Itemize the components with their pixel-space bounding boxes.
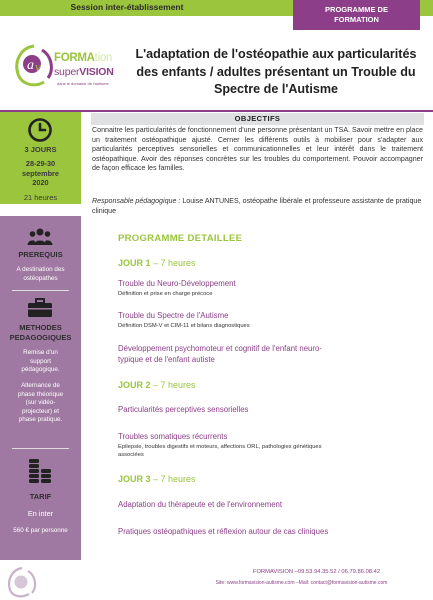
programme-heading: PROGRAMME DETAILLEE xyxy=(118,233,243,244)
briefcase-icon xyxy=(27,298,53,318)
dates-line-1: 28-29-30 xyxy=(25,159,56,168)
methods-text-1 xyxy=(4,349,77,375)
methods-heading-line-2: PEDAGOGIQUES xyxy=(9,332,72,342)
tarif-heading: TARIF xyxy=(29,492,52,501)
methods-heading xyxy=(0,323,81,342)
day-3-module-2: Pratiques ostéopathiques et réflexion autour de cas cliniques xyxy=(118,527,329,536)
logo-word-vision: VISION xyxy=(79,66,114,78)
footer-contact-phone: FORMAVISION –09.53.94.35.52 / 06.79.86.08.42 xyxy=(252,569,381,575)
duration-hours: 21 heures xyxy=(23,193,58,202)
title-line-1: L'adaptation de l'ostéopathie aux particularités xyxy=(135,47,417,61)
duration-days: 3 JOURS xyxy=(24,145,57,154)
footer-contact-web: Site: www.formavision-autisme.com –Mail: contact@formavision-autisme.com xyxy=(215,580,388,586)
logo-word-formation xyxy=(54,52,112,64)
coins-icon xyxy=(27,456,53,484)
prereq-heading: PREREQUIS xyxy=(18,250,63,259)
prereq-text xyxy=(4,266,77,283)
logo-word-formation-suffix: tion xyxy=(94,52,113,64)
day-3-hours: – 7 heures xyxy=(150,474,196,484)
prereq-line-1: A destination des xyxy=(16,266,65,273)
tarif-line-1: En inter xyxy=(27,509,54,518)
prereq-line-2: ostéopathes xyxy=(23,274,58,282)
day-2-module-2-detail-line-2: associées xyxy=(118,452,144,458)
methods-text-2-line: phase théorique xyxy=(17,390,64,398)
program-badge xyxy=(293,0,420,30)
info-panel xyxy=(0,216,81,560)
title-line-3: Spectre de l'Autisme xyxy=(213,82,339,96)
pedagogical-lead-label: Responsable pédagogique : xyxy=(92,197,181,205)
logo-mark-icon xyxy=(12,42,56,90)
panel-separator xyxy=(12,290,69,291)
day-2-label: JOUR 2 xyxy=(118,380,151,390)
methods-text-2-line: Alternance de xyxy=(21,382,60,389)
day-2-heading xyxy=(118,380,196,390)
dates-line-3: 2020 xyxy=(32,178,49,187)
methods-text-2-line: (sur vidéo- xyxy=(25,399,56,406)
tarif-price: 560 € par personne xyxy=(13,527,68,534)
methods-text-1-line: Remise d'un xyxy=(23,349,58,356)
objectives-text: Connaitre les particularités de fonctionnement d'une personne présentant un TSA. Savoir mettre en place un traitement ostéopathique ajusté. Cerner les différents outils à mobiliser pour s'adapter aux particularités perceptives sensorielles et communicationnelles et leur intérêt dans le traitement ostéopathique. Avoir des réponses concrètes sur les troubles du comportement. Pouvoir accompagner de façon efficace les familles. xyxy=(92,126,423,173)
day-1-label: JOUR 1 xyxy=(118,258,151,268)
methods-text-1-line: pédagogique. xyxy=(21,366,60,373)
methods-text-2 xyxy=(4,382,77,425)
methods-heading-line-1: METHODES xyxy=(19,323,62,332)
svg-text:a: a xyxy=(27,58,34,73)
day-1-module-3 xyxy=(118,344,423,365)
day-2-module-2-detail xyxy=(118,443,423,459)
footer-logo-icon xyxy=(5,565,39,599)
pedagogical-lead-name: Louise ANTUNES, ostéopathe libérale et professeure assistante de pratique clinique xyxy=(92,197,422,215)
logo-tagline: dans le domaine de l'autisme xyxy=(57,81,109,86)
dates-line-2: septembre xyxy=(22,168,59,178)
day-1-module-1: Trouble du Neuro-Développement xyxy=(118,279,236,288)
day-3-label: JOUR 3 xyxy=(118,474,151,484)
day-1-hours: – 7 heures xyxy=(150,258,196,268)
pedagogical-lead xyxy=(92,197,423,216)
duration-panel xyxy=(0,112,81,204)
page-title xyxy=(126,46,426,99)
methods-text-1-line: support xyxy=(29,357,51,365)
methods-text-2-line: phase pratique. xyxy=(18,416,63,423)
day-1-module-3-line-1: Développement psychomoteur et cognitif de l'enfant neuro- xyxy=(118,344,322,353)
session-label: Session inter-établissement xyxy=(70,2,184,12)
methods-text-2-line: projecteur) et xyxy=(21,407,60,415)
group-people-icon xyxy=(27,227,53,247)
objectives-heading: OBJECTIFS xyxy=(91,113,424,125)
day-1-module-3-line-2: typique et de l'enfant autiste xyxy=(118,354,215,364)
day-1-heading xyxy=(118,258,196,268)
program-badge-line2: FORMATION xyxy=(334,15,379,24)
title-line-2: des enfants / adultes présentant un Trouble du xyxy=(136,64,416,79)
day-2-module-2-detail-line-1: Epilepsie, troubles digestifs et moteurs, affections ORL, pathologies génétiques xyxy=(118,444,322,450)
day-1-module-2: Trouble du Spectre de l'Autisme xyxy=(118,311,229,320)
day-3-heading xyxy=(118,474,196,484)
panel-separator xyxy=(12,448,69,449)
training-dates xyxy=(6,159,75,188)
logo-word-supervision xyxy=(54,66,114,78)
clock-icon xyxy=(27,117,53,143)
logo-word-super: super xyxy=(54,66,80,78)
logo-word-formation-main: FORMA xyxy=(54,52,95,64)
day-1-module-1-detail: Définition et prise en charge précoce xyxy=(118,291,213,297)
day-2-hours: – 7 heures xyxy=(150,380,196,390)
formavision-logo xyxy=(12,40,117,100)
program-badge-line1: PROGRAMME DE xyxy=(325,5,388,14)
svg-text:v: v xyxy=(35,59,41,74)
day-1-module-2-detail: Définition DSM-V et CIM-11 et bilans diagnostiques xyxy=(118,323,250,329)
day-2-module-2: Troubles somatiques récurrents xyxy=(118,432,228,441)
day-2-module-1: Particularités perceptives sensorielles xyxy=(118,405,249,414)
day-3-module-1: Adaptation du thérapeute et de l'environnement xyxy=(118,500,283,509)
